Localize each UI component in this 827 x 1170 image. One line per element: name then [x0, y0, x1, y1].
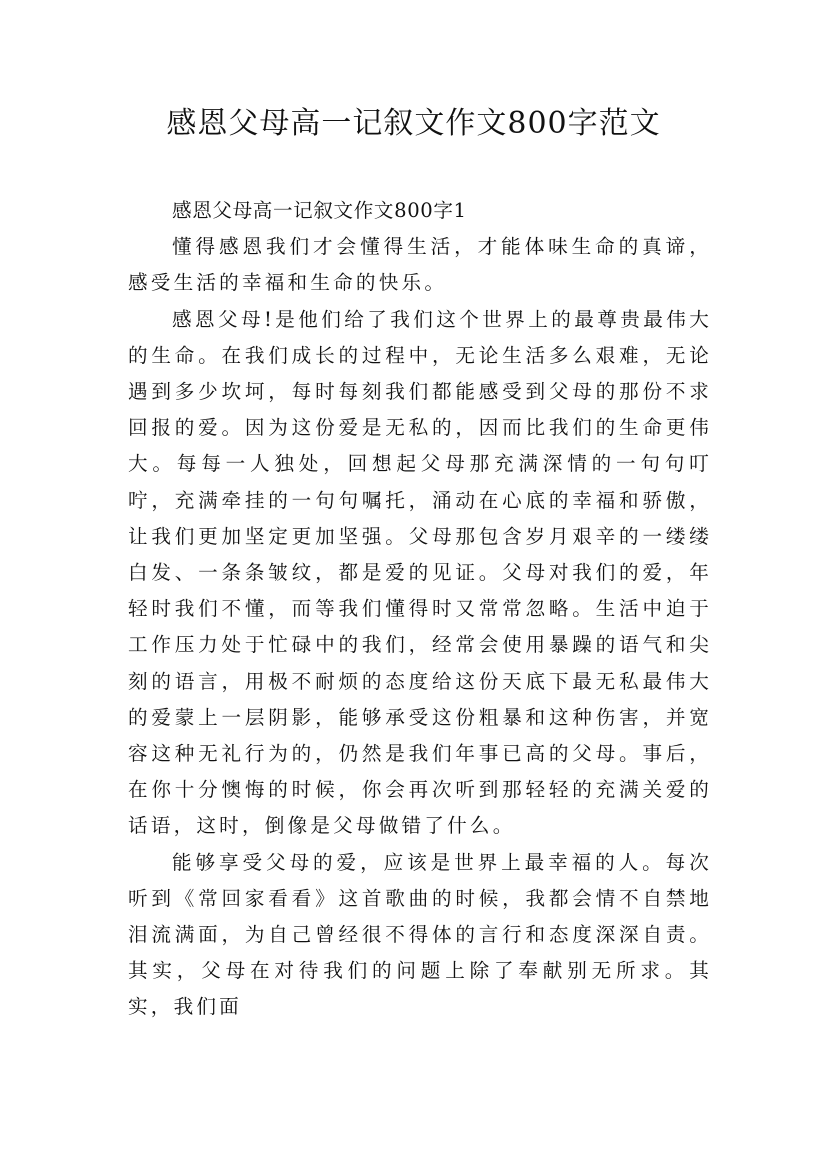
paragraph-2: 感恩父母!是他们给了我们这个世界上的最尊贵最伟大的生命。在我们成长的过程中，无论生活多么艰难，无论遇到多少坎坷，每时每刻我们都能感受到父母的那份不求回报的爱。因为这份爱是无私的，因而比我们的生命更伟大。每每一人独处，回想起父母那充满深情的一句句叮咛，充满牵挂的一句句嘱托，涌动在心底的幸福和骄傲，让我们更加坚定更加坚强。父母那包含岁月艰辛的一缕缕白发、一条条皱纹，都是爱的见证。父母对我们的爱，年轻时我们不懂，而等我们懂得时又常常忽略。生活中迫于工作压力处于忙碌中的我们，经常会使用暴躁的语气和尖刻的语言，用极不耐烦的态度给这份天底下最无私最伟大的爱蒙上一层阴影，能够承受这份粗暴和这种伤害，并宽容这种无礼行为的，仍然是我们年事已高的父母。事后，在你十分懊悔的时候，你会再次听到那轻轻的充满关爱的话语，这时，倒像是父母做错了什么。 — [128, 307, 712, 838]
document-title: 感恩父母高一记叙文作文800字范文 — [166, 106, 661, 141]
paragraph-1: 懂得感恩我们才会懂得生活，才能体味生命的真谛，感受生活的幸福和生命的快乐。 — [128, 235, 712, 295]
document-body — [128, 193, 712, 1026]
essay-subtitle: 感恩父母高一记叙文作文800字1 — [172, 199, 467, 222]
paragraph-3: 能够享受父母的爱，应该是世界上最幸福的人。每次听到《常回家看看》这首歌曲的时候，我都会情不自禁地泪流满面，为自己曾经很不得体的言行和态度深深自责。其实，父母在对待我们的问题上除了奉献别无所求。其实，我们面 — [128, 850, 712, 1019]
